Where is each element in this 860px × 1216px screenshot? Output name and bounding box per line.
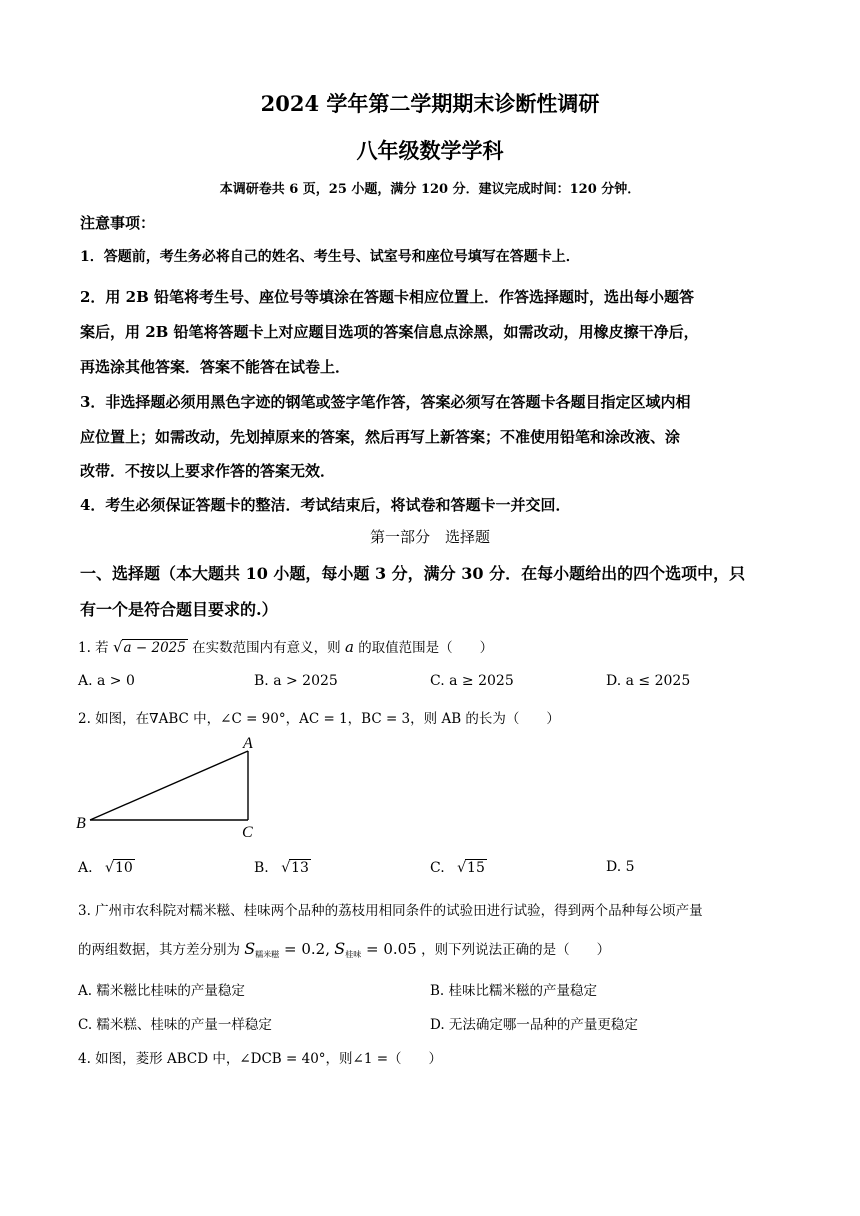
exam-info: 本调研卷共 6 页，25 小题，满分 120 分．建议完成时间：120 分钟． xyxy=(219,182,641,197)
triangle-figure xyxy=(70,730,270,845)
q2-option-c-label: C. xyxy=(430,860,445,876)
vertex-label-c: C xyxy=(242,824,253,841)
q3-option-a: A. 糯米糍比桂味的产量稳定 xyxy=(78,983,245,999)
triangle-side-ab xyxy=(90,751,248,820)
q2-option-d: D. 5 xyxy=(606,859,635,875)
q2-option-c: C. √15 xyxy=(430,860,485,876)
q3-line2-prefix: 的两组数据，其方差分别为 xyxy=(78,942,240,958)
q1-option-c: C. a ≥ 2025 xyxy=(430,673,514,689)
note-line: 再选涂其他答案．答案不能答在试卷上． xyxy=(80,358,351,376)
part-instruction: 有一个是符合题目要求的.） xyxy=(80,600,278,619)
q3-option-d: D. 无法确定哪一品种的产量更稳定 xyxy=(430,1017,638,1033)
question-4-stem: 4. 如图，菱形 ABCD 中，∠DCB = 40°，则∠1 =（ ） xyxy=(78,1051,443,1067)
exam-subject: 八年级数学学科 xyxy=(356,138,504,163)
q1-option-b: B. a > 2025 xyxy=(254,673,338,689)
part-instruction: 一、选择题（本大题共 10 小题，每小题 3 分，满分 30 分．在每小题给出的四个选项中，只 xyxy=(80,564,746,583)
q1-radicand: a − 2025 xyxy=(123,640,186,656)
q1-option-a: A. a > 0 xyxy=(78,673,135,689)
q2-option-b-value: 13 xyxy=(291,860,309,876)
q2-option-b-label: B. xyxy=(254,860,269,876)
note-line: 3．非选择题必须用黑色字迹的钢笔或签字笔作答，答案必须写在答题卡各题目指定区域内相 xyxy=(80,393,691,411)
q2-option-c-value: 15 xyxy=(467,860,485,876)
q1-prefix: 1. 若 xyxy=(78,640,109,656)
section-title: 第一部分 选择题 xyxy=(369,528,490,546)
note-line: 改带．不按以上要求作答的答案无效． xyxy=(80,462,336,480)
q2-option-a-label: A. xyxy=(78,860,93,876)
q3-line2-suffix: ，则下列说法正确的是（ ） xyxy=(421,942,611,958)
question-3-line1: 3. 广州市农科院对糯米糍、桂味两个品种的荔枝用相同条件的试验田进行试验，得到两个品种每公顷产量 xyxy=(78,903,703,919)
note-line: 2．用 2B 铅笔将考生号、座位号等填涂在答题卡相应位置上．作答选择题时，选出每小题答 xyxy=(80,288,695,306)
q3-s2-sub: 桂味 xyxy=(345,950,362,959)
q3-option-c: C. 糯米糕、桂味的产量一样稳定 xyxy=(78,1017,272,1033)
q1-suffix2: 的取值范围是（ ） xyxy=(358,640,494,656)
q3-s1-sub: 糯米糍 xyxy=(255,950,280,959)
q3-s1-value: = 0.2, xyxy=(279,940,330,958)
question-2-stem: 2. 如图，在∇ABC 中，∠C = 90°，AC = 1，BC = 3，则 AB 的长为（ ） xyxy=(78,711,560,727)
q3-s2-value: = 0.05 xyxy=(361,940,417,958)
q1-var: a xyxy=(344,638,354,656)
q2-option-a-value: 10 xyxy=(114,860,133,876)
question-3-line2: 的两组数据，其方差分别为 $S_{糯米糍} = 0.2$, $S_{桂味} = 0.05$ ，则下列说法正确的是（ ） xyxy=(78,939,611,959)
q2-option-b: B. √13 xyxy=(254,860,309,876)
q3-option-b: B. 桂味比糯米糍的产量稳定 xyxy=(430,983,598,999)
q1-suffix: 在实数范围内有意义，则 xyxy=(192,640,341,656)
note-line: 应位置上；如需改动，先划掉原来的答案，然后再写上新答案；不准使用铅笔和涂改液、涂 xyxy=(80,428,681,446)
q1-option-d: D. a ≤ 2025 xyxy=(606,673,691,689)
note-line: 1．答题前，考生务必将自己的姓名、考生号、试室号和座位号填写在答题卡上． xyxy=(80,249,580,265)
q2-option-a: A. √10 xyxy=(78,860,133,876)
exam-title: 2024 学年第二学期期末诊断性调研 xyxy=(260,91,600,116)
question-1: 1. 若 √a − 2025 在实数范围内有意义，则 a 的取值范围是（ ） xyxy=(78,638,494,656)
note-line: 案后，用 2B 铅笔将答题卡上对应题目选项的答案信息点涂黑，如需改动，用橡皮擦干净后， xyxy=(80,323,699,341)
note-line: 4．考生必须保证答题卡的整洁．考试结束后，将试卷和答题卡一并交回． xyxy=(80,496,571,514)
vertex-label-b: B xyxy=(76,815,86,832)
notes-heading: 注意事项： xyxy=(80,214,156,232)
vertex-label-a: A xyxy=(243,735,253,752)
